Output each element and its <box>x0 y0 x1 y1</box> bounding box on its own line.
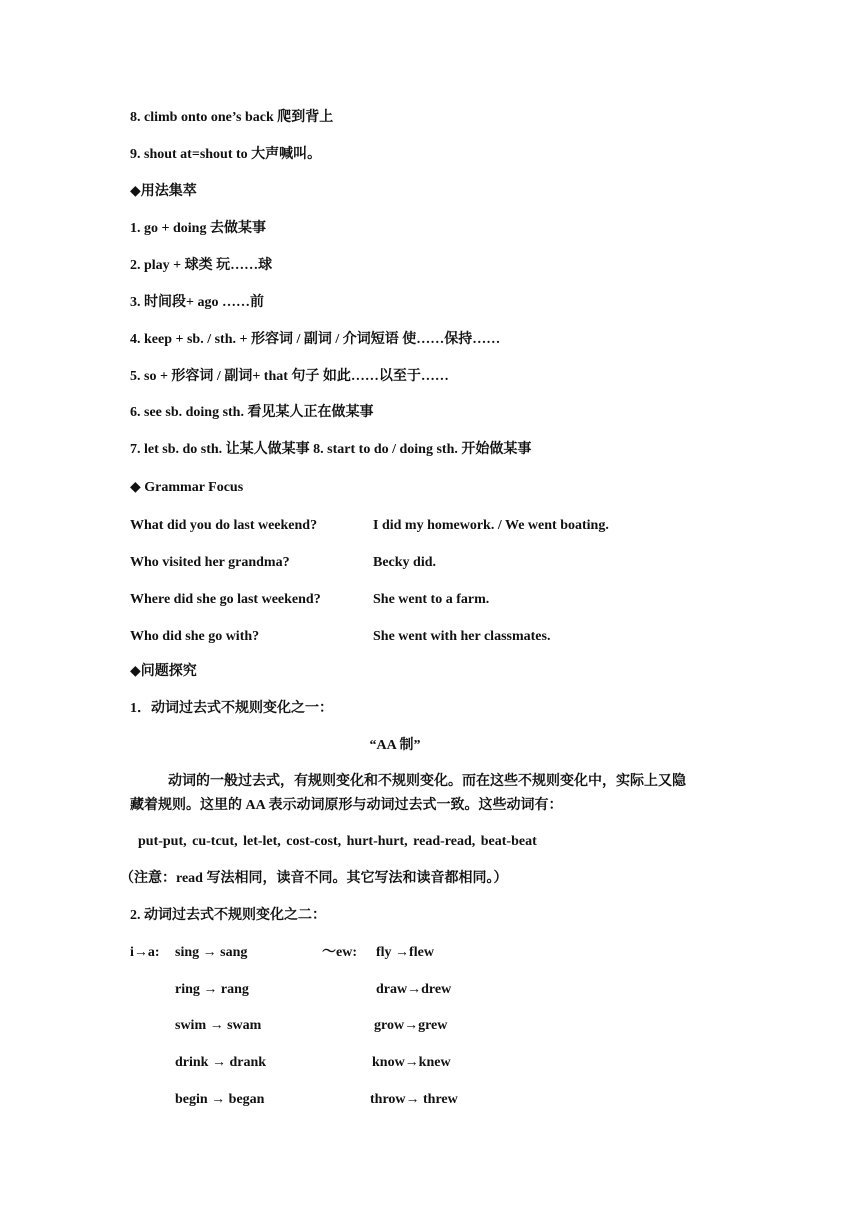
grammar-question: Who visited her grandma? <box>130 555 290 570</box>
verb-pair-ia: ring → rang <box>175 982 249 997</box>
usage-6: 6. see sb. doing sth. 看见某人正在做某事 <box>130 405 374 420</box>
section-heading-explore: ◆问题探究 <box>130 664 197 679</box>
usage-1: 1. go + doing 去做某事 <box>130 221 266 236</box>
phrase-8: 8. climb onto one’s back 爬到背上 <box>130 110 334 125</box>
verb-pair-ia: begin → began <box>175 1092 265 1107</box>
usage-2: 2. play + 球类 玩……球 <box>130 258 273 273</box>
grammar-answer: She went to a farm. <box>373 592 490 607</box>
grammar-question: Who did she go with? <box>130 629 260 644</box>
irregular-label-ew: ～ew: <box>322 945 357 960</box>
verb-pair-ew: throw→ threw <box>370 1092 458 1107</box>
verb-pair-ia: drink → drank <box>175 1055 267 1070</box>
verb-pair-ew: grow→grew <box>374 1018 448 1033</box>
grammar-answer: I did my homework. / We went boating. <box>373 518 609 533</box>
aa-verb-list: put-put, cu-tcut, let-let, cost-cost, hurt-hurt, read-read, beat-beat <box>138 834 537 849</box>
note: （注意：read 写法相同，读音不同。其它写法和读音都相同。） <box>120 871 508 886</box>
paragraph-line-2: 藏着规则。这里的 AA 表示动词原形与动词过去式一致。这些动词有： <box>130 798 563 813</box>
topic-2-heading: 2. 动词过去式不规则变化之二： <box>130 908 326 923</box>
grammar-answer: Becky did. <box>373 555 437 570</box>
usage-5: 5. so + 形容词 / 副词+ that 句子 如此……以至于…… <box>130 369 449 384</box>
phrase-9: 9. shout at=shout to 大声喊叫。 <box>130 147 322 162</box>
section-heading-grammar: ◆ Grammar Focus <box>130 480 244 495</box>
verb-pair-ew: draw→drew <box>376 982 452 997</box>
usage-3: 3. 时间段+ ago ……前 <box>130 295 264 310</box>
verb-pair-ia: sing → sang <box>175 945 248 960</box>
grammar-answer: She went with her classmates. <box>373 629 551 644</box>
topic-1-heading: 1．动词过去式不规则变化之一： <box>130 701 333 716</box>
irregular-label-ia: i→a: <box>130 945 160 960</box>
grammar-question: What did you do last weekend? <box>130 518 318 533</box>
aa-title: “AA 制” <box>369 738 421 753</box>
verb-pair-ew: know→knew <box>372 1055 451 1070</box>
paragraph-line-1: 动词的一般过去式，有规则变化和不规则变化。而在这些不规则变化中，实际上又隐 <box>168 774 686 789</box>
verb-pair-ew: fly →flew <box>376 945 434 960</box>
grammar-question: Where did she go last weekend? <box>130 592 321 607</box>
verb-pair-ia: swim → swam <box>175 1018 262 1033</box>
usage-7-8: 7. let sb. do sth. 让某人做某事 8. start to do / doing sth. 开始做某事 <box>130 442 532 457</box>
usage-4: 4. keep + sb. / sth. + 形容词 / 副词 / 介词短语 使……保持…… <box>130 332 501 347</box>
section-heading-usage: ◆用法集萃 <box>130 184 197 199</box>
